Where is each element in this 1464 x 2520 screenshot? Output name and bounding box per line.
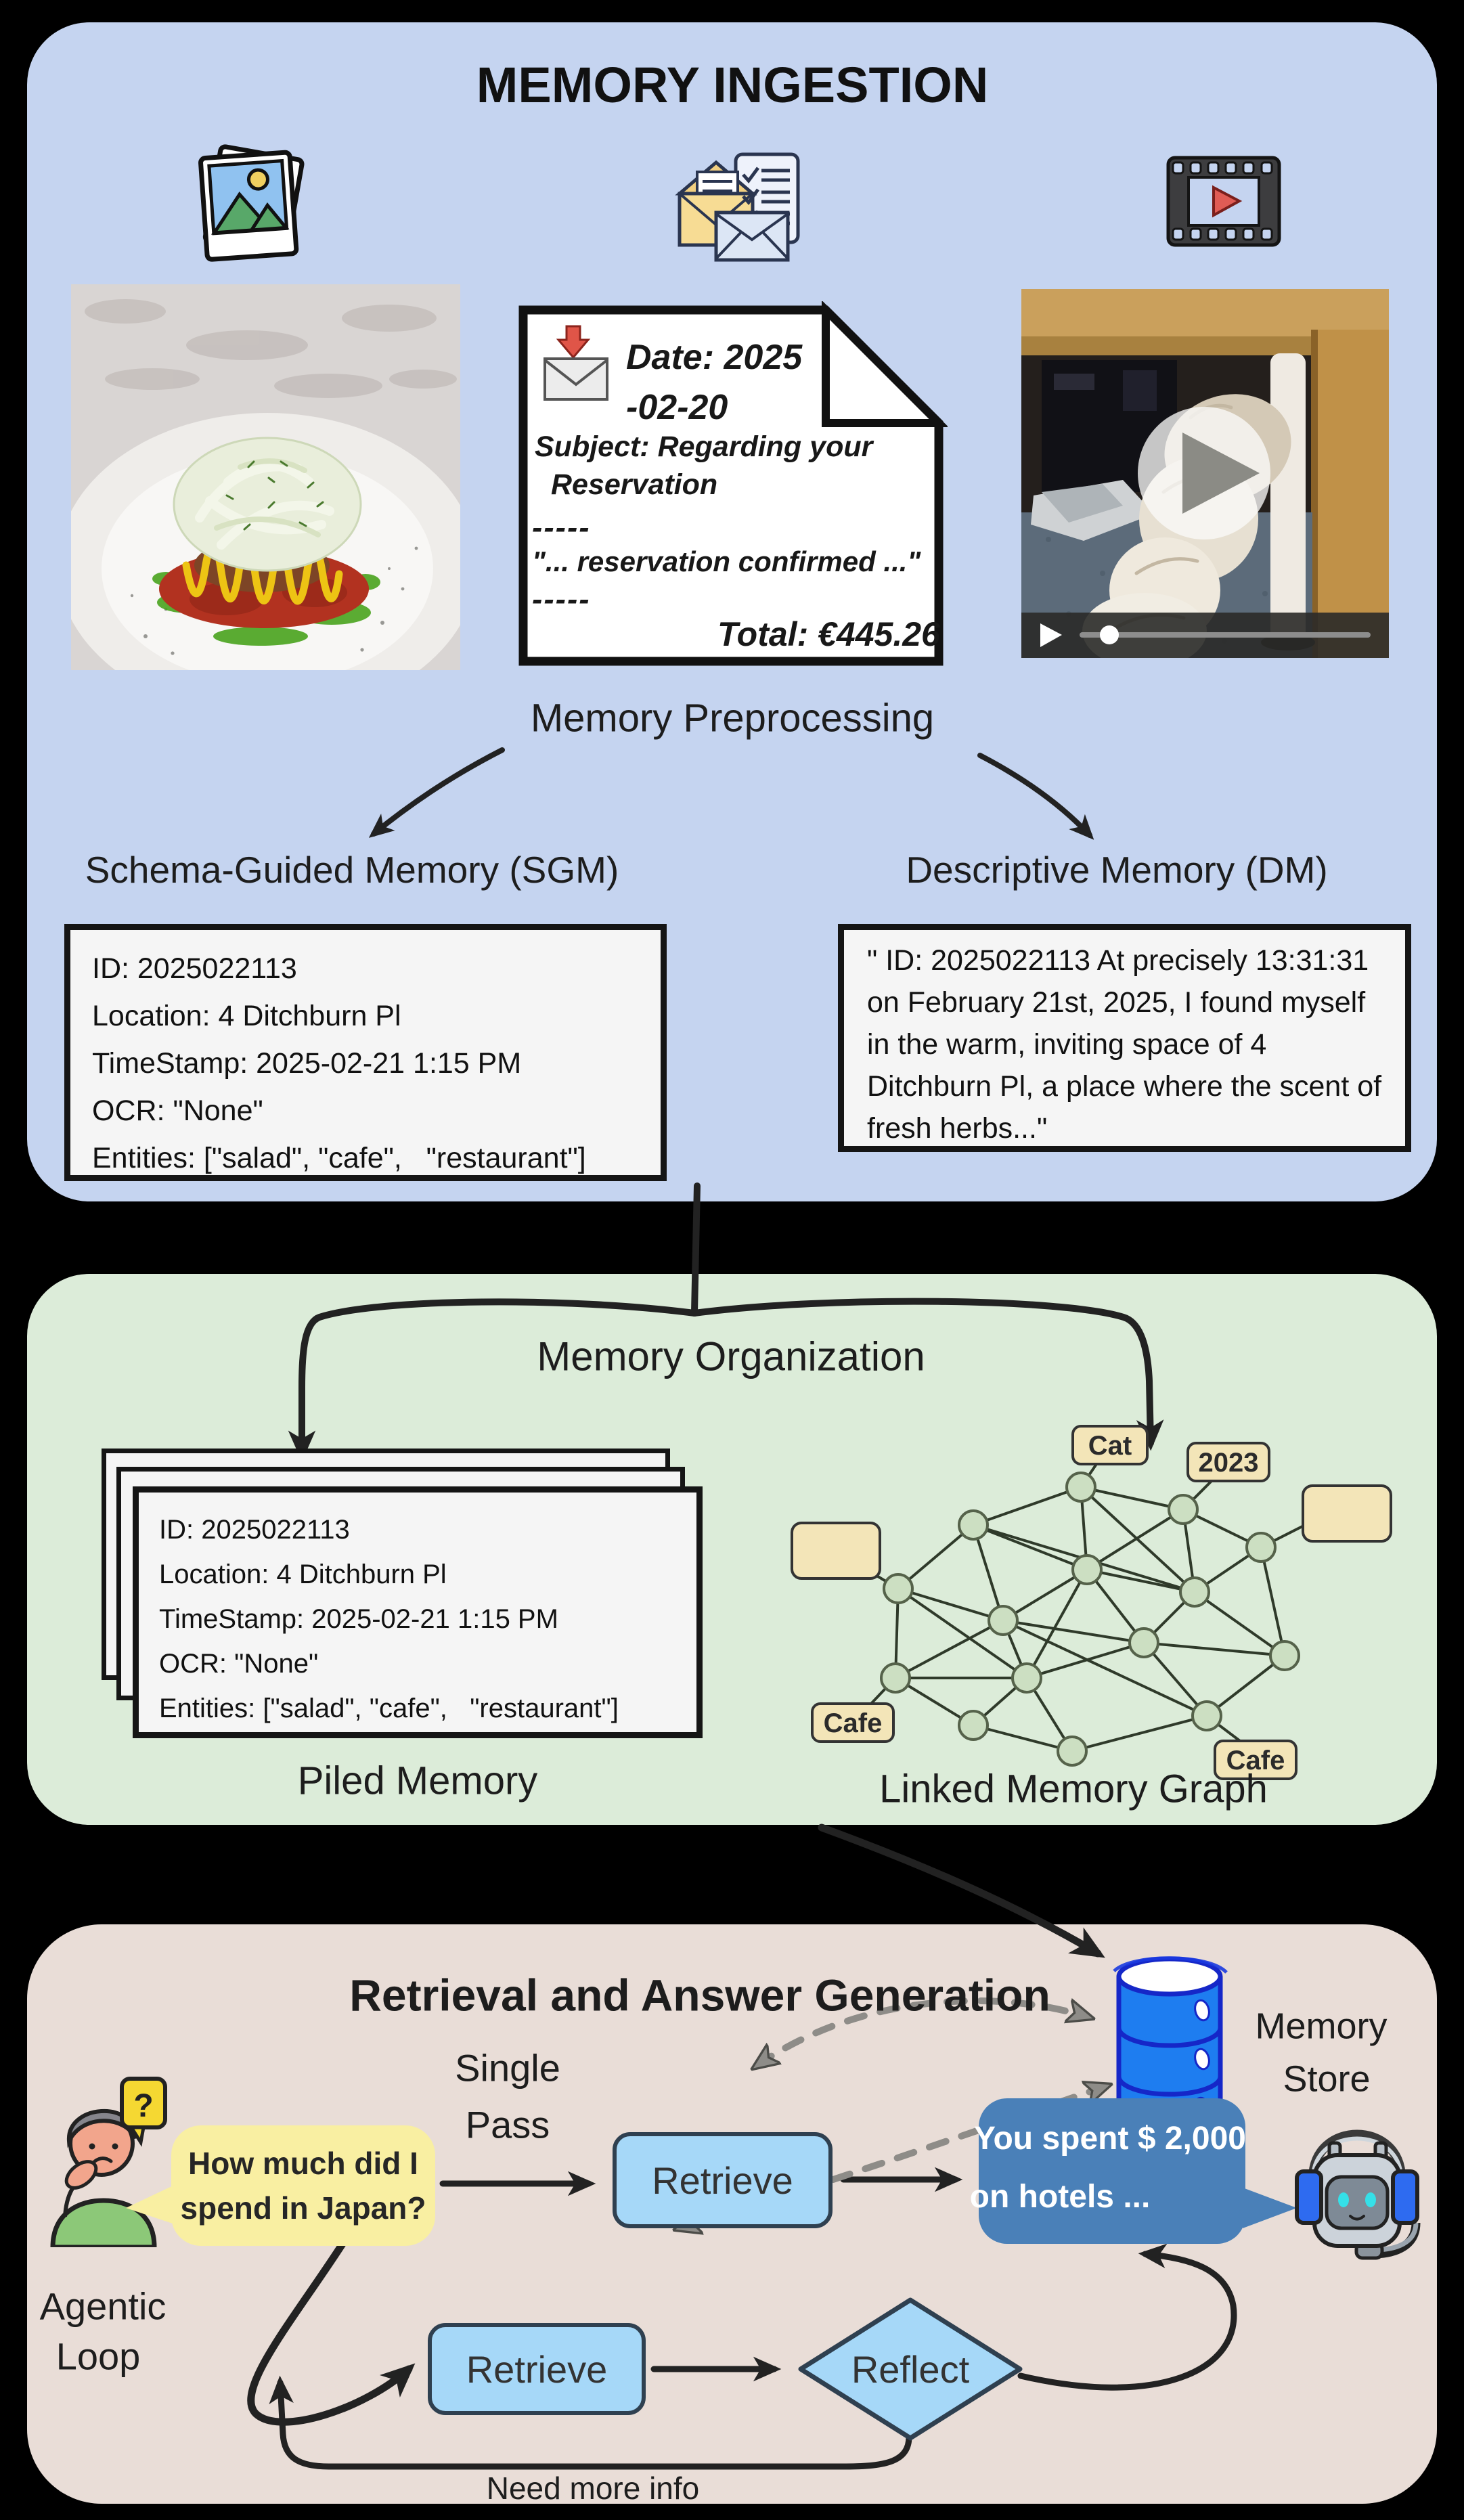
- memory-organization-label: Memory Organization: [537, 1333, 925, 1379]
- film-icon: [1163, 152, 1285, 250]
- arrow-preprocess-to-dm: [980, 755, 1090, 835]
- arrow-preprocess-to-sgm: [374, 750, 502, 834]
- robot-icon: [1293, 2090, 1421, 2266]
- svg-text:Cafe: Cafe: [1226, 1746, 1285, 1775]
- card-line: ID: 2025022113: [159, 1515, 350, 1545]
- note-date-line1: Date: 2025: [626, 338, 803, 377]
- dm-box: [838, 924, 1411, 1152]
- card-line: TimeStamp: 2025-02-21 1:15 PM: [159, 1604, 558, 1634]
- arrow-agentic-loop-to-retrieve: [251, 2242, 409, 2422]
- connector-ingestion-to-organization: [694, 1186, 697, 1312]
- photos-icon: [192, 139, 310, 264]
- single-pass-label: Single: [455, 2046, 560, 2090]
- graph-edges: [895, 1487, 1285, 1751]
- piled-memory-label: Piled Memory: [297, 1759, 538, 1803]
- mail-checklist-icon: [670, 130, 805, 265]
- graph-tag-cat: [1073, 1426, 1147, 1464]
- dm-title: Descriptive Memory (DM): [906, 849, 1328, 891]
- svg-text:2023: 2023: [1198, 1448, 1259, 1478]
- agentic-loop-label: Loop: [56, 2335, 141, 2378]
- note-total: Total: €445.26: [717, 615, 940, 653]
- linked-memory-graph-label: Linked Memory Graph: [879, 1767, 1268, 1811]
- svg-text:Reflect: Reflect: [851, 2348, 970, 2391]
- card-line: Location: 4 Ditchburn Pl: [159, 1560, 447, 1589]
- card-line: Entities: ["salad", "cafe", "restaurant"]: [159, 1694, 619, 1723]
- graph-tag-2023: [1188, 1443, 1269, 1481]
- question-text: spend in Japan?: [180, 2190, 426, 2226]
- svg-text:Cafe: Cafe: [823, 1708, 883, 1738]
- answer-text: You spent $ 2,000: [974, 2120, 1246, 2157]
- linked-memory-graph: [778, 1415, 1421, 1794]
- memory-card-front: [133, 1486, 703, 1738]
- question-bubble-tail: [126, 2181, 175, 2228]
- note-subject-line2: Reservation: [551, 468, 718, 501]
- sgm-line: ID: 2025022113: [92, 952, 297, 985]
- memory-store-label: Memory: [1255, 2006, 1388, 2047]
- sgm-title: Schema-Guided Memory (SGM): [85, 849, 619, 891]
- retrieve-single-label: Retrieve: [652, 2159, 793, 2202]
- video-progress-bar: [1021, 613, 1389, 658]
- retrieve-loop-label: Retrieve: [466, 2347, 608, 2391]
- answer-text: on hotels ...: [969, 2178, 1151, 2215]
- arrow-organization-to-memory-store: [822, 1828, 1098, 1953]
- agentic-loop-label: Agentic: [39, 2284, 167, 2328]
- retrieve-single-box: [613, 2132, 833, 2228]
- reflect-diamond: [795, 2295, 1025, 2444]
- need-more-info-label: Need more info: [486, 2470, 700, 2506]
- retrieval-title: Retrieval and Answer Generation: [349, 1970, 1050, 2020]
- graph-tag-cafe-left: [812, 1704, 893, 1742]
- note-excerpt: "... reservation confirmed ...": [532, 546, 921, 577]
- memory-store-label: Store: [1283, 2058, 1371, 2100]
- sgm-box: [64, 924, 667, 1181]
- sgm-line: Entities: ["salad", "cafe", "restaurant"]: [92, 1142, 586, 1174]
- dm-text: " ID: 2025022113 At precisely 13:31:31 on February 21st, 2025, I found myself in the warm, inviting space of 4 Ditchburn Pl, a place where the scent of fresh herbs...": [867, 944, 1382, 1145]
- question-bubble: [171, 2125, 435, 2246]
- svg-text:?: ?: [133, 2088, 154, 2124]
- incoming-envelope-icon: [538, 324, 614, 403]
- card-line: OCR: "None": [159, 1649, 319, 1679]
- sgm-line: TimeStamp: 2025-02-21 1:15 PM: [92, 1047, 522, 1080]
- food-photo: [71, 284, 460, 670]
- question-text: How much did I: [188, 2145, 418, 2181]
- retrieve-loop-box: [428, 2323, 646, 2415]
- note-date-line2: -02-20: [626, 388, 728, 427]
- sgm-line: OCR: "None": [92, 1095, 263, 1127]
- video-thumbnail: [1021, 289, 1389, 658]
- svg-text:Cat: Cat: [1088, 1431, 1132, 1461]
- memory-preprocessing-label: Memory Preprocessing: [530, 696, 935, 740]
- memory-ingestion-title: MEMORY INGESTION: [476, 57, 989, 114]
- note-divider-top: -----: [532, 510, 591, 545]
- graph-tag-blank-right: [1303, 1486, 1391, 1541]
- note-subject-line1: Subject: Regarding your: [535, 430, 873, 463]
- answer-bubble-tail: [1243, 2184, 1297, 2232]
- note-divider-bottom: -----: [532, 581, 591, 617]
- single-pass-label: Pass: [465, 2103, 550, 2146]
- arrow-reflect-to-answer: [1021, 2254, 1234, 2387]
- sgm-line: Location: 4 Ditchburn Pl: [92, 1000, 401, 1032]
- graph-tag-blank-left: [792, 1523, 880, 1578]
